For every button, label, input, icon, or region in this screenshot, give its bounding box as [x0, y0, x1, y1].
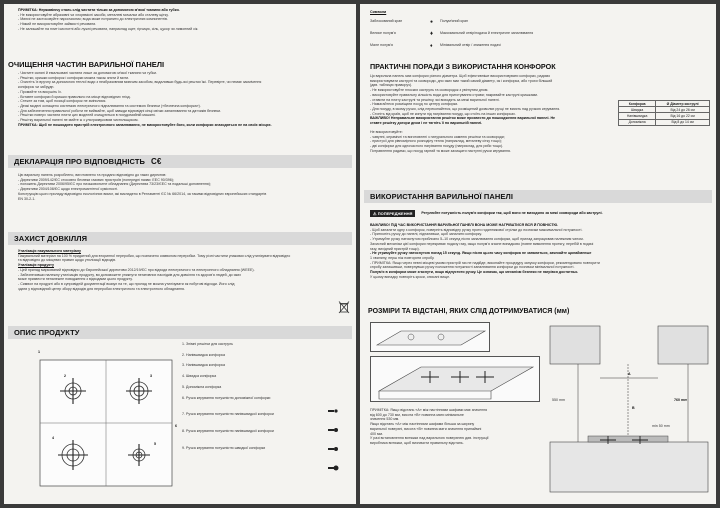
conformity-line: Конструкцію цього приладу відповідно екологічних вимог, які викладено в Регламенті ЄС № 66/2014, за такими відповідних європейських стандартів — [18, 191, 267, 196]
distance-note: варильної поверхні, висота «В» повинна мати значення принаймні — [370, 426, 482, 431]
cleaning-line: - Решітку варильної панелі не мийте ж з ультразвуковим чистильщиком. — [18, 118, 139, 123]
symbol-desc: Мінімальний отвір / зниження подачі — [440, 43, 501, 48]
symbol-desc: Максимальний отвір/подача й електричне запалювання — [440, 31, 534, 36]
conformity-line: - Директиви 2009/142/ЄС стосовно безпеки газових пристроїв (попередні назви: ЕЕС 90/396); — [18, 177, 174, 182]
legend-item: 9. Ручка керування потужністю швидкої конфорки — [182, 445, 266, 450]
usage-line: - Щоб запалити одну з конфорок, поверніть відповідну ручку проти годинникової стрілки до позначки максимальної потужності. — [370, 227, 583, 232]
conformity-line: - положень Директиви 2006/95/ЄС про низьковольтне обладнання (Директива 73/23/ЄЕС та подальші доповнення); — [18, 182, 211, 187]
tips-line: - Намагайтеся розміщати посуд по центру конфорки. — [370, 102, 459, 107]
table-cell: Напівшвидка — [619, 113, 656, 119]
hob-side-figure — [370, 322, 490, 352]
hob-install-figure — [370, 356, 540, 402]
symbol-label: Мале полум'я — [370, 43, 393, 48]
env-line: може призвести неналежне поводження з відходами цього продукту. — [18, 277, 133, 282]
tips-line: - Не використовуйте плоских каструль та сковородок з увігнутим дном. — [370, 88, 489, 93]
usage-title: ВИКОРИСТАННЯ ВАРИЛЬНОЇ ПАНЕЛІ — [370, 192, 514, 201]
usage-line: - Притисніть ручку до панелі, підпаливши, щоб запалити конфорку. — [370, 232, 482, 237]
diagram-number: 4 — [52, 436, 54, 440]
usage-important: ВАЖЛИВО! ПІД ЧАС ВИКОРИСТАННЯ ВАРИЛЬНОЇ ПАНЕЛІ ВОНА МОЖЕ НАГРІВАТИСЯ ВСЯ Й ПОВНІСТЮ. — [370, 223, 559, 227]
dont-use-block — [370, 130, 670, 154]
usage-banner — [364, 190, 712, 203]
cleaning-body — [18, 71, 350, 127]
env-line: Пакувальний матеріал на 100 % придатний для вторинної переробки, що позначено символом переробки. Тому різні частини упаковки слід утилізувати відповідно — [18, 253, 291, 258]
legend-item: 7. Ручка керування потужністю напівшвидкої конфорки — [182, 412, 274, 417]
note-line: ПРИМІТКА: Нержавіючу сталь слід чистити тільки за допомогою м'якої тканини або губки. — [18, 8, 180, 12]
note-line: - Не залишайте на плиті кислотні або лужні речовини, наприклад оцет, гірчицю, сіль, цукор чи лимонний сік. — [18, 26, 199, 31]
warning-label-text: ПОПЕРЕДЖЕННЯ — [377, 211, 413, 216]
env-line: - Забезпечивши належну утилізацію продукту, ви допоможете уникнути негативних наслідків для довкілля та здоров'я людей, до яких — [18, 272, 241, 277]
warning-label: ⚠ ПОПЕРЕДЖЕННЯ — [370, 210, 415, 217]
usage-line: - Утримуйте ручку натиснутою приблизно 5–10 секунд після запалювання конфорки, щоб прилад запрацював належним чином. — [370, 237, 584, 242]
legend-item: 3. Напівшвидка конфорка — [182, 363, 225, 368]
cleaning-line: - Чистите скляні й емальовані частини лише за допомогою м'якої тканини чи губки. — [18, 71, 158, 75]
diagram-number: 3 — [150, 374, 152, 378]
cleaning-line: - Деякі моделі оснащено системою електричного підпалювання та системою безпеки («безпечна конфорка»). — [18, 103, 201, 108]
table-cell: Швидка — [619, 107, 656, 113]
conformity-title: ДЕКЛАРАЦІЯ ПРО ВІДПОВІДНІСТЬ — [14, 157, 146, 166]
tips-line: - Стоніть від країв, щоб не кинути під нагрівання посуду, що стоїть на інших конфорках. — [370, 111, 516, 116]
closed-tap-icon: ● — [430, 18, 434, 25]
conformity-line: Цю варильну панель розроблено, виготовлено та продано відповідно до таких директив: — [18, 173, 167, 177]
distance-title: РОЗМІРИ ТА ВІДСТАНІ, ЯКИХ СЛІД ДОТРИМУВАТИСЯ (мм) — [368, 308, 570, 315]
tips-line: - використовуйте правильну кількість води для приготування страви; накривайте каструлі кришками. — [370, 92, 539, 97]
warning-text: Регулюйте потужність полум'я конфорки так, щоб воно не виходило за межі сковороди або каструлі. — [421, 211, 603, 216]
env-line: - Цей прилад маркований відповідно до Європейської директиви 2012/19/ЄС про відходи електричного та електронного обладнання (WEEE). — [18, 267, 255, 272]
env-body — [18, 249, 338, 291]
dont-use-title: Не використовуйте: — [370, 130, 403, 134]
tips-line: використовувати каструлі та сковороди, дно яких має такий самий діаметр, як і конфорка, або трохи більший — [370, 78, 553, 83]
tips-body — [370, 74, 622, 126]
usage-line: - Не утримуйте ручку натиснутою понад 15 секунд. Якщо після цього часу конфорка не запалиться, зачекайте щонайменше — [370, 251, 592, 256]
intro-notes — [18, 8, 348, 32]
cleaning-line: - Вставте конфорки й кришки правильно на місце відповідних гнізд. — [18, 94, 131, 99]
cleaning-line: ПРИМІТКА: Щоб не пошкодити пристрій електричного запалювання, не використовуйте його, коли конфорки знаходяться не на своїх місцях. — [18, 122, 272, 127]
distance-note: виробника витяжки, щоб визначити правильну відстань. — [370, 440, 464, 445]
hob-top-view-diagram — [30, 346, 180, 496]
dont-use-line: Потравлення радимо, що посуд гарний та може захищати наступні ручки керування. — [370, 148, 511, 153]
tips-line: Ця варильна панель має конфорки різного діаметра. Щоб ефективніше використовувати конфорки, радимо — [370, 74, 551, 78]
distance-note: Якщо відстань «А» між настінними шафами більша за ширину — [370, 422, 475, 427]
dont-use-line: - дві конфорки для одночасного нагрівання посуду (наприклад, для риби тощо). — [370, 144, 504, 149]
symbol-row — [370, 19, 570, 25]
legend-item: 1. Знімні решітки для каструль — [182, 342, 233, 346]
symbol-desc: Полум'яний кран — [440, 19, 469, 24]
tips-title: ПРАКТИЧНІ ПОРАДИ З ВИКОРИСТАННЯ КОНФОРОК — [370, 62, 556, 71]
dim-label: 760 mm — [674, 398, 688, 402]
usage-line: спробу залишивши, повернувши ручку положення потужності запалювання конфорки до позначки мінімальної потужності. — [370, 265, 575, 270]
diagram-number: 2 — [64, 374, 66, 378]
usage-body — [370, 223, 708, 279]
tips-line: - Для посуду, в якому ручки, слід переконайтеся, що розміщений дозволяє ручці не висять над ручкою керування. — [370, 106, 561, 111]
distance-note: У разі встановлення витяжки над варильною поверхнею див. інструкції — [370, 436, 489, 441]
diagram-number: 1 — [38, 350, 40, 354]
table-cell: Від 8 до 14 см — [656, 119, 710, 125]
tips-line: - ставити на плиту каструлі та решітку, які виходять за межі варильної панелі. — [370, 97, 500, 102]
usage-line: Захисний механізм цієї конфорки перекриває подачу газу, якщо полум'я згасне випадково (повне вимкнення протягу, перебій в подачі — [370, 241, 594, 246]
cleaning-line: - Промийте та висушіть їх. — [18, 89, 62, 94]
note-line: - Ніякий не використовуйте займисті речовини. — [18, 22, 97, 27]
symbol-row — [370, 31, 570, 37]
diagram-number: 5 — [154, 442, 156, 446]
clearance-diagram — [548, 324, 710, 494]
cleaning-line: - Очистіть їх вручну за допомогою теплої води з неабразивним миючим засобом, видаливши будь-які рештки їжі. Перевірте, чи немає засмічення — [18, 80, 262, 85]
table-cell: Від 24 до 26 см — [656, 107, 710, 113]
right-page — [360, 4, 716, 504]
usage-line: У цьому випадку повторіть кроки, описані вище. — [370, 274, 451, 279]
ce-mark: C€ — [151, 157, 162, 166]
note-line: - Не використовуйте абразивні чи хлорвмісні засоби, металеві мочалки або сталеву щітку. — [18, 12, 169, 17]
table-cell: Допоміжна — [619, 119, 656, 125]
conformity-banner — [8, 155, 352, 168]
legend-item: 5. Допоміжна конфорка — [182, 384, 222, 389]
small-flame-icon: ♦ — [430, 42, 433, 49]
cleaning-line: - Стежте за тим, щоб позиції конфорок не змінилися. — [18, 99, 107, 104]
usage-line: Полум'я в конфорки може згаснути, якщо відпустити ручку. Це означає, що механізм безпеки не нагрівся достатньо. — [370, 270, 579, 275]
cleaning-line: - Для забезпечення правильної роботи не виймайте, щоб завжди відповідні кінці свічки запалювання та датчиків безпеки. — [18, 108, 222, 113]
legend-item: 2. Напівшвидка конфорка — [182, 352, 225, 357]
legend-item: 8. Ручка керування потужністю напівшвидкої конфорки — [182, 428, 274, 433]
conformity-line: - Директиви 2004/108/ЄС щодо електромагнітної сумісності. — [18, 187, 119, 192]
distance-note: 400 мм. — [370, 431, 383, 436]
conformity-line: EN 30-2-1. — [18, 196, 36, 201]
table-header: Конфорка — [619, 101, 656, 107]
product-title: ОПИС ПРОДУКТУ — [14, 328, 80, 337]
cleaning-line: конфорок чи забрудн. — [18, 85, 55, 90]
env-title: ЗАХИСТ ДОВКІЛЛЯ — [14, 234, 88, 243]
wheelie-bin-icon — [338, 300, 350, 314]
table-cell: Від 16 до 22 см — [656, 113, 710, 119]
legend-item: 4. Швидка конфорка — [182, 374, 217, 379]
note-line: - Миючі не застосовуйте пароочисник; вода може потрапити до електричних компонентів. — [18, 17, 168, 22]
dim-label: 550 mm — [552, 398, 565, 402]
legend-item: 6. Ручка керування потужністю допоміжної конфорки — [182, 395, 271, 400]
env-line: здати у відповідний центр збору відходів для переробки електричного та електронного обладнання. — [18, 286, 185, 291]
symbols-block — [370, 10, 570, 49]
usage-warning — [370, 210, 706, 217]
usage-line: 1 хвилину, перш ніж повторити спробу. — [370, 255, 435, 260]
symbol-label: Велике полум'я — [370, 31, 396, 36]
env-subtitle: Утилізація пакувального матеріалу — [18, 249, 81, 253]
knob-icons — [316, 406, 346, 496]
distance-note: значення 530 мм. — [370, 417, 400, 422]
table-header: Ø Діаметр каструлі — [656, 101, 710, 107]
cleaning-line: - Решітки поверх частини плити цих моделей очищуються в посудомийній машині. — [18, 113, 156, 118]
diagram-number: 6 — [175, 424, 177, 428]
tips-line: ВАЖЛИВО! Неправильне використання решіток може призвести до пошкодження варильної панелі. Не — [370, 116, 556, 121]
env-subtitle: Утилізація продукту — [18, 263, 55, 268]
distance-note: від 600 до 730 мм, висота «В» повинна мати мінімальне — [370, 412, 464, 417]
conformity-body — [18, 173, 350, 201]
table-row — [619, 119, 710, 125]
symbol-label: Заблокований кран — [370, 19, 403, 24]
env-line: - Символ на продукті або в супровідній документації вказує на те, що прилад не можна утилізувати як побутові відходи. Його слід — [18, 281, 235, 286]
dim-label: A — [628, 372, 631, 376]
left-page — [4, 4, 356, 504]
distance-note: ПРИМІТКА: Якщо відстань «А» між настінними шафами має значення — [370, 408, 488, 412]
tips-line: (див. таблицю праворуч). — [370, 83, 413, 88]
pan-size-table — [618, 100, 710, 126]
dont-use-line: - чавунні, керамічні та виготовлені з натурального каменю решітки та сковороди; — [370, 134, 505, 139]
env-banner — [8, 232, 352, 245]
dim-label: min 50 mm — [652, 424, 670, 428]
product-banner — [8, 326, 352, 339]
large-flame-icon: ♦ — [430, 30, 434, 37]
symbols-title: Символи — [370, 10, 387, 14]
usage-line: газу, вихідний пристрій тощо). — [370, 246, 420, 251]
env-line: та відповідно до місцевих правил щодо утилізації відходів. — [18, 258, 117, 263]
cleaning-title: ОЧИЩЕННЯ ЧАСТИН ВАРИЛЬНОЇ ПАНЕЛІ — [8, 60, 165, 69]
dont-use-line: - пристрої для рівномірного розподілу тепла (наприклад, металеву сітку тощо); — [370, 139, 502, 144]
cleaning-line: - Решітки, кришки конфорок і конфорки можна також зняти й мити. — [18, 75, 130, 80]
tips-line: ставте решітку догори дном і не тягніть її по варильній панелі. — [370, 121, 483, 126]
dim-label: B — [632, 406, 635, 410]
usage-line: - ПРИМІТКА: Якщо через певні місцеві умови пристрій газ не надійде, виконайте процедуру запуску конфорки, рекомендовано повторити — [370, 260, 600, 265]
distance-notes — [370, 408, 542, 446]
symbol-row — [370, 43, 570, 49]
